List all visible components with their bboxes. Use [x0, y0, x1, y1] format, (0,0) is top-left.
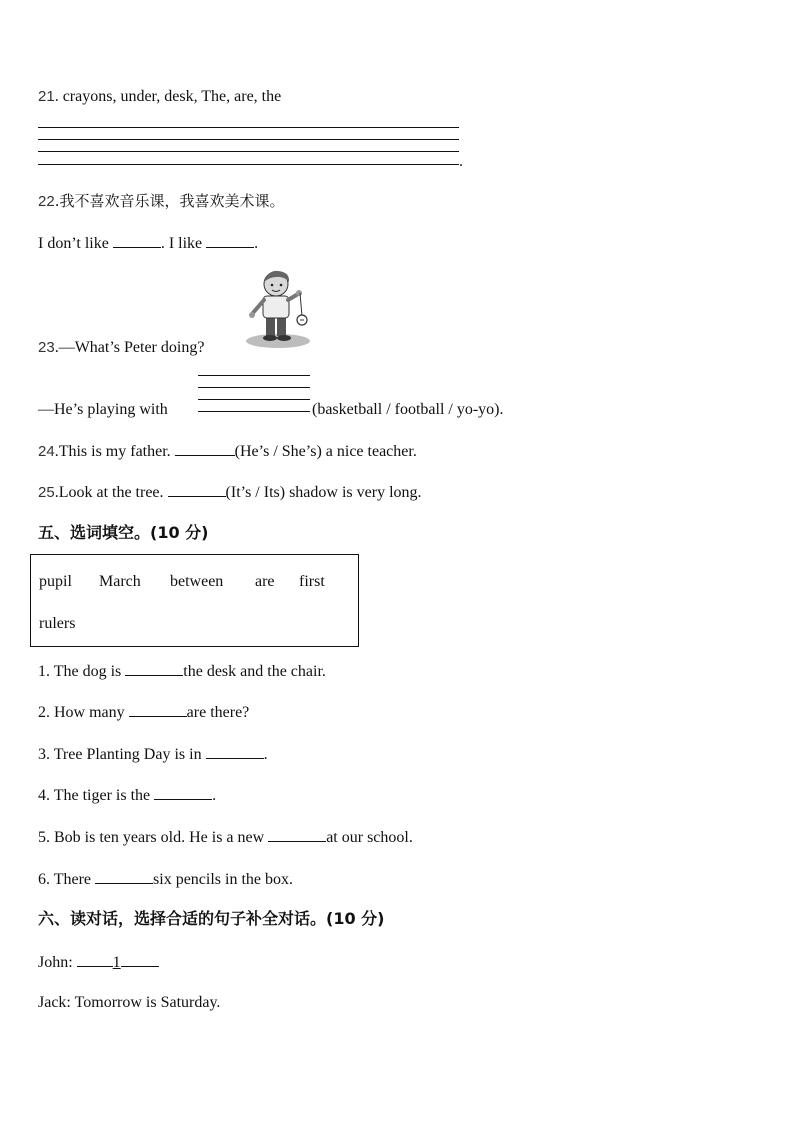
- section5-item: [38, 702, 249, 723]
- q22-number: 22: [38, 193, 55, 210]
- word-bank-item: first: [299, 573, 325, 590]
- q23-line-3[interactable]: [198, 399, 310, 400]
- q22-blank-1[interactable]: [113, 233, 161, 248]
- word-bank-item: rulers: [39, 615, 76, 632]
- item-text-a: 3. Tree Planting Day is in: [38, 746, 206, 763]
- item-blank[interactable]: [125, 661, 183, 676]
- q22-sentence-end: .: [254, 235, 259, 252]
- q21-prompt: [38, 87, 281, 107]
- item-text-a: 1. The dog is: [38, 663, 126, 680]
- q22-sentence-b: . I like: [160, 235, 207, 252]
- q21-line-4[interactable]: [38, 164, 459, 165]
- q24-blank[interactable]: [175, 441, 235, 456]
- q23-line-1[interactable]: [198, 375, 310, 376]
- item-text-b: the desk and the chair.: [183, 663, 326, 680]
- q25-blank[interactable]: [168, 482, 226, 497]
- item-text-b: are there?: [186, 704, 250, 721]
- q23-number: 23: [38, 339, 55, 356]
- item-text-a: 5. Bob is ten years old. He is a new: [38, 829, 269, 846]
- item-text-b: six pencils in the box.: [153, 871, 293, 888]
- word-bank-box: [30, 554, 359, 647]
- q23-line-4[interactable]: [198, 411, 310, 412]
- section5-title: 五、选词填空。(10 分): [38, 523, 209, 542]
- section5-item: [38, 785, 216, 806]
- q21-line-2[interactable]: [38, 139, 459, 140]
- item-text-b: at our school.: [326, 829, 413, 846]
- boy-playing-yoyo-icon: [244, 268, 314, 352]
- q23-question: [38, 338, 204, 358]
- item-blank[interactable]: [206, 744, 264, 759]
- q21-line-1[interactable]: [38, 127, 459, 128]
- item-text-b: .: [263, 746, 268, 763]
- section6-title: 六、读对话，选择合适的句子补全对话。(10 分): [38, 909, 385, 928]
- q24-text-b: (He’s / She’s) a nice teacher.: [234, 443, 417, 460]
- john-blank-right[interactable]: [121, 952, 159, 967]
- item-blank[interactable]: [268, 827, 326, 842]
- q25-text-a: .Look at the tree.: [54, 484, 168, 501]
- word-bank-item: between: [170, 573, 224, 590]
- q22-blank-2[interactable]: [206, 233, 254, 248]
- q22-chinese: .我不喜欢音乐课，我喜欢美术课。: [54, 192, 285, 210]
- john-label: John:: [38, 954, 77, 971]
- john-line: [38, 952, 159, 973]
- q25-prompt: [38, 482, 422, 503]
- item-text-a: 2. How many: [38, 704, 129, 721]
- q25-text-b: (It’s / Its) shadow is very long.: [225, 484, 422, 501]
- section5-item: [38, 744, 268, 765]
- item-text-b: .: [212, 787, 217, 804]
- q24-prompt: [38, 441, 417, 462]
- q22-sentence: [38, 233, 258, 254]
- item-blank[interactable]: [95, 869, 153, 884]
- q21-number: 21: [38, 88, 55, 105]
- john-blank-number: 1: [112, 954, 121, 971]
- word-bank-item: pupil: [39, 573, 72, 590]
- item-blank[interactable]: [129, 702, 187, 717]
- section5-item: [38, 869, 293, 890]
- section5-item: [38, 661, 326, 682]
- jack-line: Jack: Tomorrow is Saturday.: [38, 994, 221, 1011]
- q21-line-3[interactable]: [38, 151, 459, 152]
- q25-number: 25: [38, 484, 55, 501]
- section5-item: [38, 827, 413, 848]
- q24-number: 24: [38, 443, 55, 460]
- item-text-a: 4. The tiger is the: [38, 787, 155, 804]
- q21-end-period: .: [459, 153, 463, 170]
- q22-prompt: [38, 191, 284, 212]
- item-blank[interactable]: [154, 785, 212, 800]
- q23-line-2[interactable]: [198, 387, 310, 388]
- q23-question-text: .—What’s Peter doing?: [54, 339, 205, 356]
- q22-sentence-a: I don’t like: [38, 235, 113, 252]
- q21-words: . crayons, under, desk, The, are, the: [54, 88, 282, 105]
- q24-text-a: .This is my father.: [54, 443, 175, 460]
- john-blank-left[interactable]: [77, 952, 113, 967]
- q23-options: (basketball / football / yo-yo).: [312, 401, 504, 418]
- word-bank-item: March: [99, 573, 141, 590]
- item-text-a: 6. There: [38, 871, 96, 888]
- q23-answer-start: —He’s playing with: [38, 401, 168, 418]
- word-bank-item: are: [255, 573, 275, 590]
